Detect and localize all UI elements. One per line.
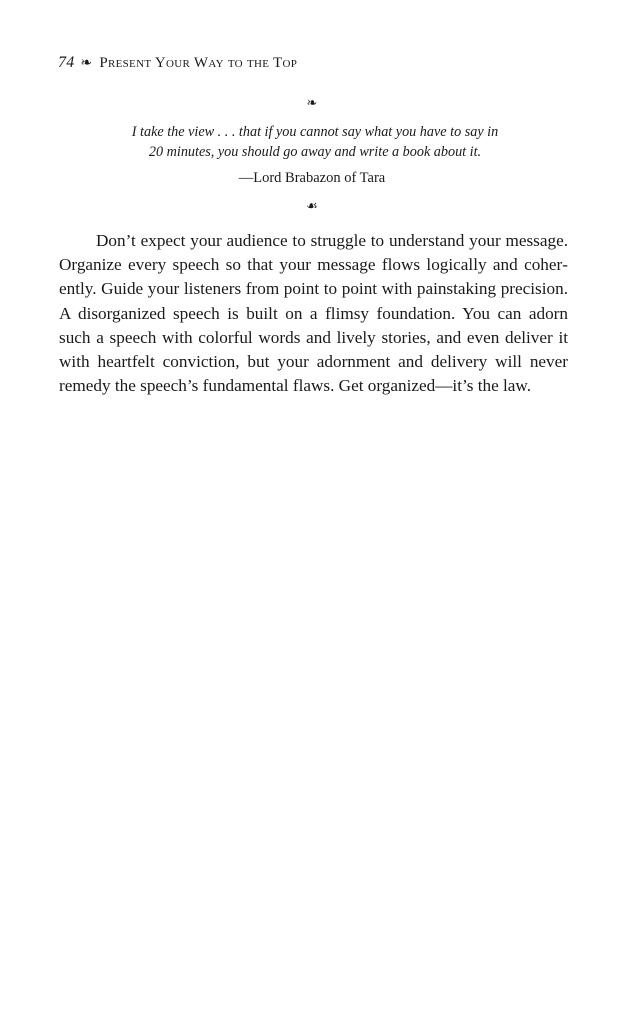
body-paragraph: Don’t expect your audience to struggle to understand your message. Organize every speech so that your message flows logically and coherently. Guide your listeners from point to point with painstaking precision. A disorganized speech is built on a flimsy foundation. You can adorn such a speech with colorful words and lively stories, and even deliver it with heartfelt conviction, but your adornment and delivery will never remedy the speech’s fundamental flaws. Get organized—it’s the law. — [59, 231, 568, 396]
epigraph-line-1: I take the view . . . that if you cannot say what you have to say in — [131, 124, 499, 140]
running-title: Present Your Way to the Top — [99, 55, 298, 71]
epigraph-line-2: 20 minutes, you should go away and write a book about it. — [148, 144, 482, 160]
fleuron-icon: ❧ — [80, 56, 93, 71]
epigraph-quote — [60, 122, 570, 162]
fleuron-bottom-icon: ☙ — [306, 198, 318, 213]
fleuron-top-icon: ❧ — [306, 95, 318, 110]
running-head — [58, 54, 297, 72]
page-number: 74 — [58, 54, 75, 71]
epigraph-attribution: —Lord Brabazon of Tara — [238, 170, 386, 186]
